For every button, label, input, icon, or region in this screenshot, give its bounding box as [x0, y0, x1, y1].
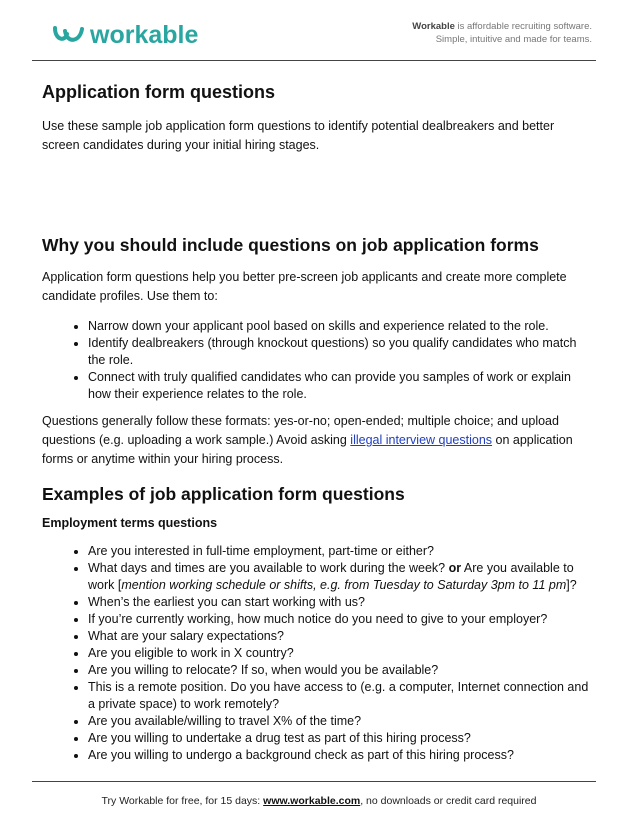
- why-list: [42, 318, 590, 403]
- list-item: • Are you willing to relocate? If so, when would you be available?: [88, 662, 590, 679]
- intro-paragraph: Use these sample job application form questions to identify potential dealbreakers and better screen candidates during your initial hiring stages.: [42, 119, 555, 152]
- tagline-brand: Workable: [412, 21, 455, 32]
- tagline-line2: Simple, intuitive and made for teams.: [435, 34, 592, 45]
- q2-part-c: ]?: [566, 578, 577, 592]
- footer-divider: [32, 781, 596, 782]
- tagline: [412, 20, 592, 46]
- workable-website-link[interactable]: www.workable.com: [263, 795, 361, 807]
- list-item: • Identify dealbreakers (through knockout questions) so you qualify candidates who match the role.: [88, 335, 590, 369]
- footer-text-before: Try Workable for free, for 15 days:: [101, 795, 264, 807]
- workable-logo-icon: [52, 24, 86, 46]
- formats-text-after: on application forms or anytime within your hiring process.: [42, 433, 573, 466]
- employment-heading: Employment terms questions: [42, 516, 218, 530]
- list-item: [88, 560, 590, 594]
- q2-example: mention working schedule or shifts, e.g. from Tuesday to Saturday 3pm to 11 pm: [121, 578, 567, 592]
- why-heading: Why you should include questions on job application forms: [42, 235, 539, 255]
- list-item: • If you’re currently working, how much notice do you need to give to your employer?: [88, 611, 590, 628]
- page-header: [0, 0, 638, 62]
- list-item: • Are you willing to undertake a drug test as part of this hiring process?: [88, 730, 590, 747]
- employment-questions-list: [42, 543, 590, 764]
- illegal-interview-questions-link[interactable]: illegal interview questions: [350, 433, 493, 447]
- examples-heading: Examples of job application form questions: [42, 484, 405, 504]
- list-item: • Are you available/willing to travel X% of the time?: [88, 713, 590, 730]
- logo-text: workable: [90, 21, 199, 49]
- list-item: • Are you interested in full-time employment, part-time or either?: [88, 543, 590, 560]
- formats-paragraph: [42, 412, 590, 469]
- page-footer: [0, 795, 638, 807]
- tagline-rest: is affordable recruiting software.: [454, 21, 592, 32]
- page-title: Application form questions: [42, 82, 276, 102]
- why-paragraph: Application form questions help you better pre-screen job applicants and create more complete candidate profiles. Use them to:: [42, 270, 567, 303]
- q2-part-b: Are you available to work [: [88, 561, 574, 592]
- list-item: • When’s the earliest you can start working with us?: [88, 594, 590, 611]
- list-item: • This is a remote position. Do you have access to (e.g. a computer, Internet connection and a private space) to work remotely?: [88, 679, 590, 713]
- q2-part-a: What days and times are you available to work during the week?: [88, 561, 449, 575]
- list-item: • Are you eligible to work in X country?: [88, 645, 590, 662]
- header-divider: [32, 60, 596, 61]
- list-item: • What are your salary expectations?: [88, 628, 590, 645]
- formats-text-before: Questions generally follow these formats: yes-or-no; open-ended; multiple choice; and upload questions (e.g. uploading a work sample.) Avoid asking: [42, 414, 559, 447]
- document-body: [42, 80, 590, 764]
- q2-or: or: [448, 561, 462, 575]
- footer-text-after: , no downloads or credit card required: [360, 795, 537, 807]
- list-item: • Are you willing to undergo a background check as part of this hiring process?: [88, 747, 590, 764]
- list-item: • Connect with truly qualified candidates who can provide you samples of work or explain how their experience relates to the role.: [88, 369, 590, 403]
- list-item: • Narrow down your applicant pool based on skills and experience related to the role.: [88, 318, 590, 335]
- workable-logo[interactable]: [52, 21, 198, 49]
